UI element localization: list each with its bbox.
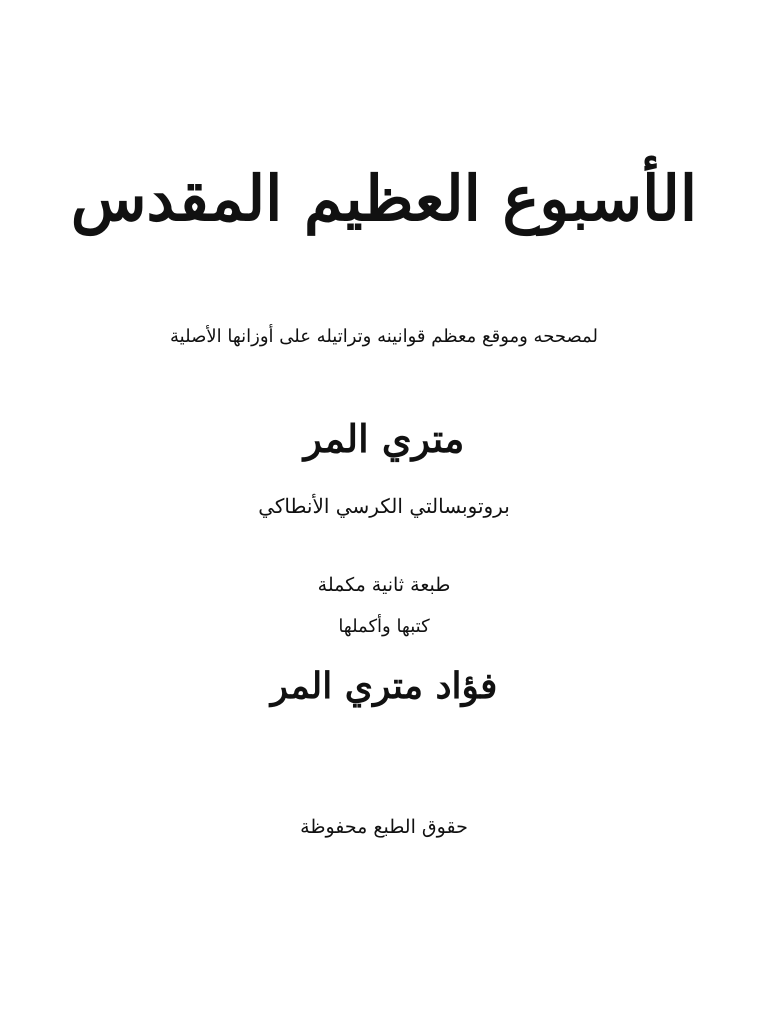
- edition-label: طبعة ثانية مكملة: [317, 574, 451, 596]
- author-name: متري المر: [303, 416, 465, 461]
- book-title: الأسبوع العظيم المقدس: [70, 162, 698, 235]
- edition-note: كتبها وأكملها: [338, 616, 430, 637]
- rights-notice: حقوق الطبع محفوظة: [300, 816, 468, 838]
- author-role: بروتوبسالتي الكرسي الأنطاكي: [258, 494, 510, 518]
- completer-name: فؤاد متري المر: [270, 665, 498, 707]
- book-subtitle: لمصححه وموقع معظم قوانينه وتراتيله على أوزانها الأصلية: [170, 326, 598, 347]
